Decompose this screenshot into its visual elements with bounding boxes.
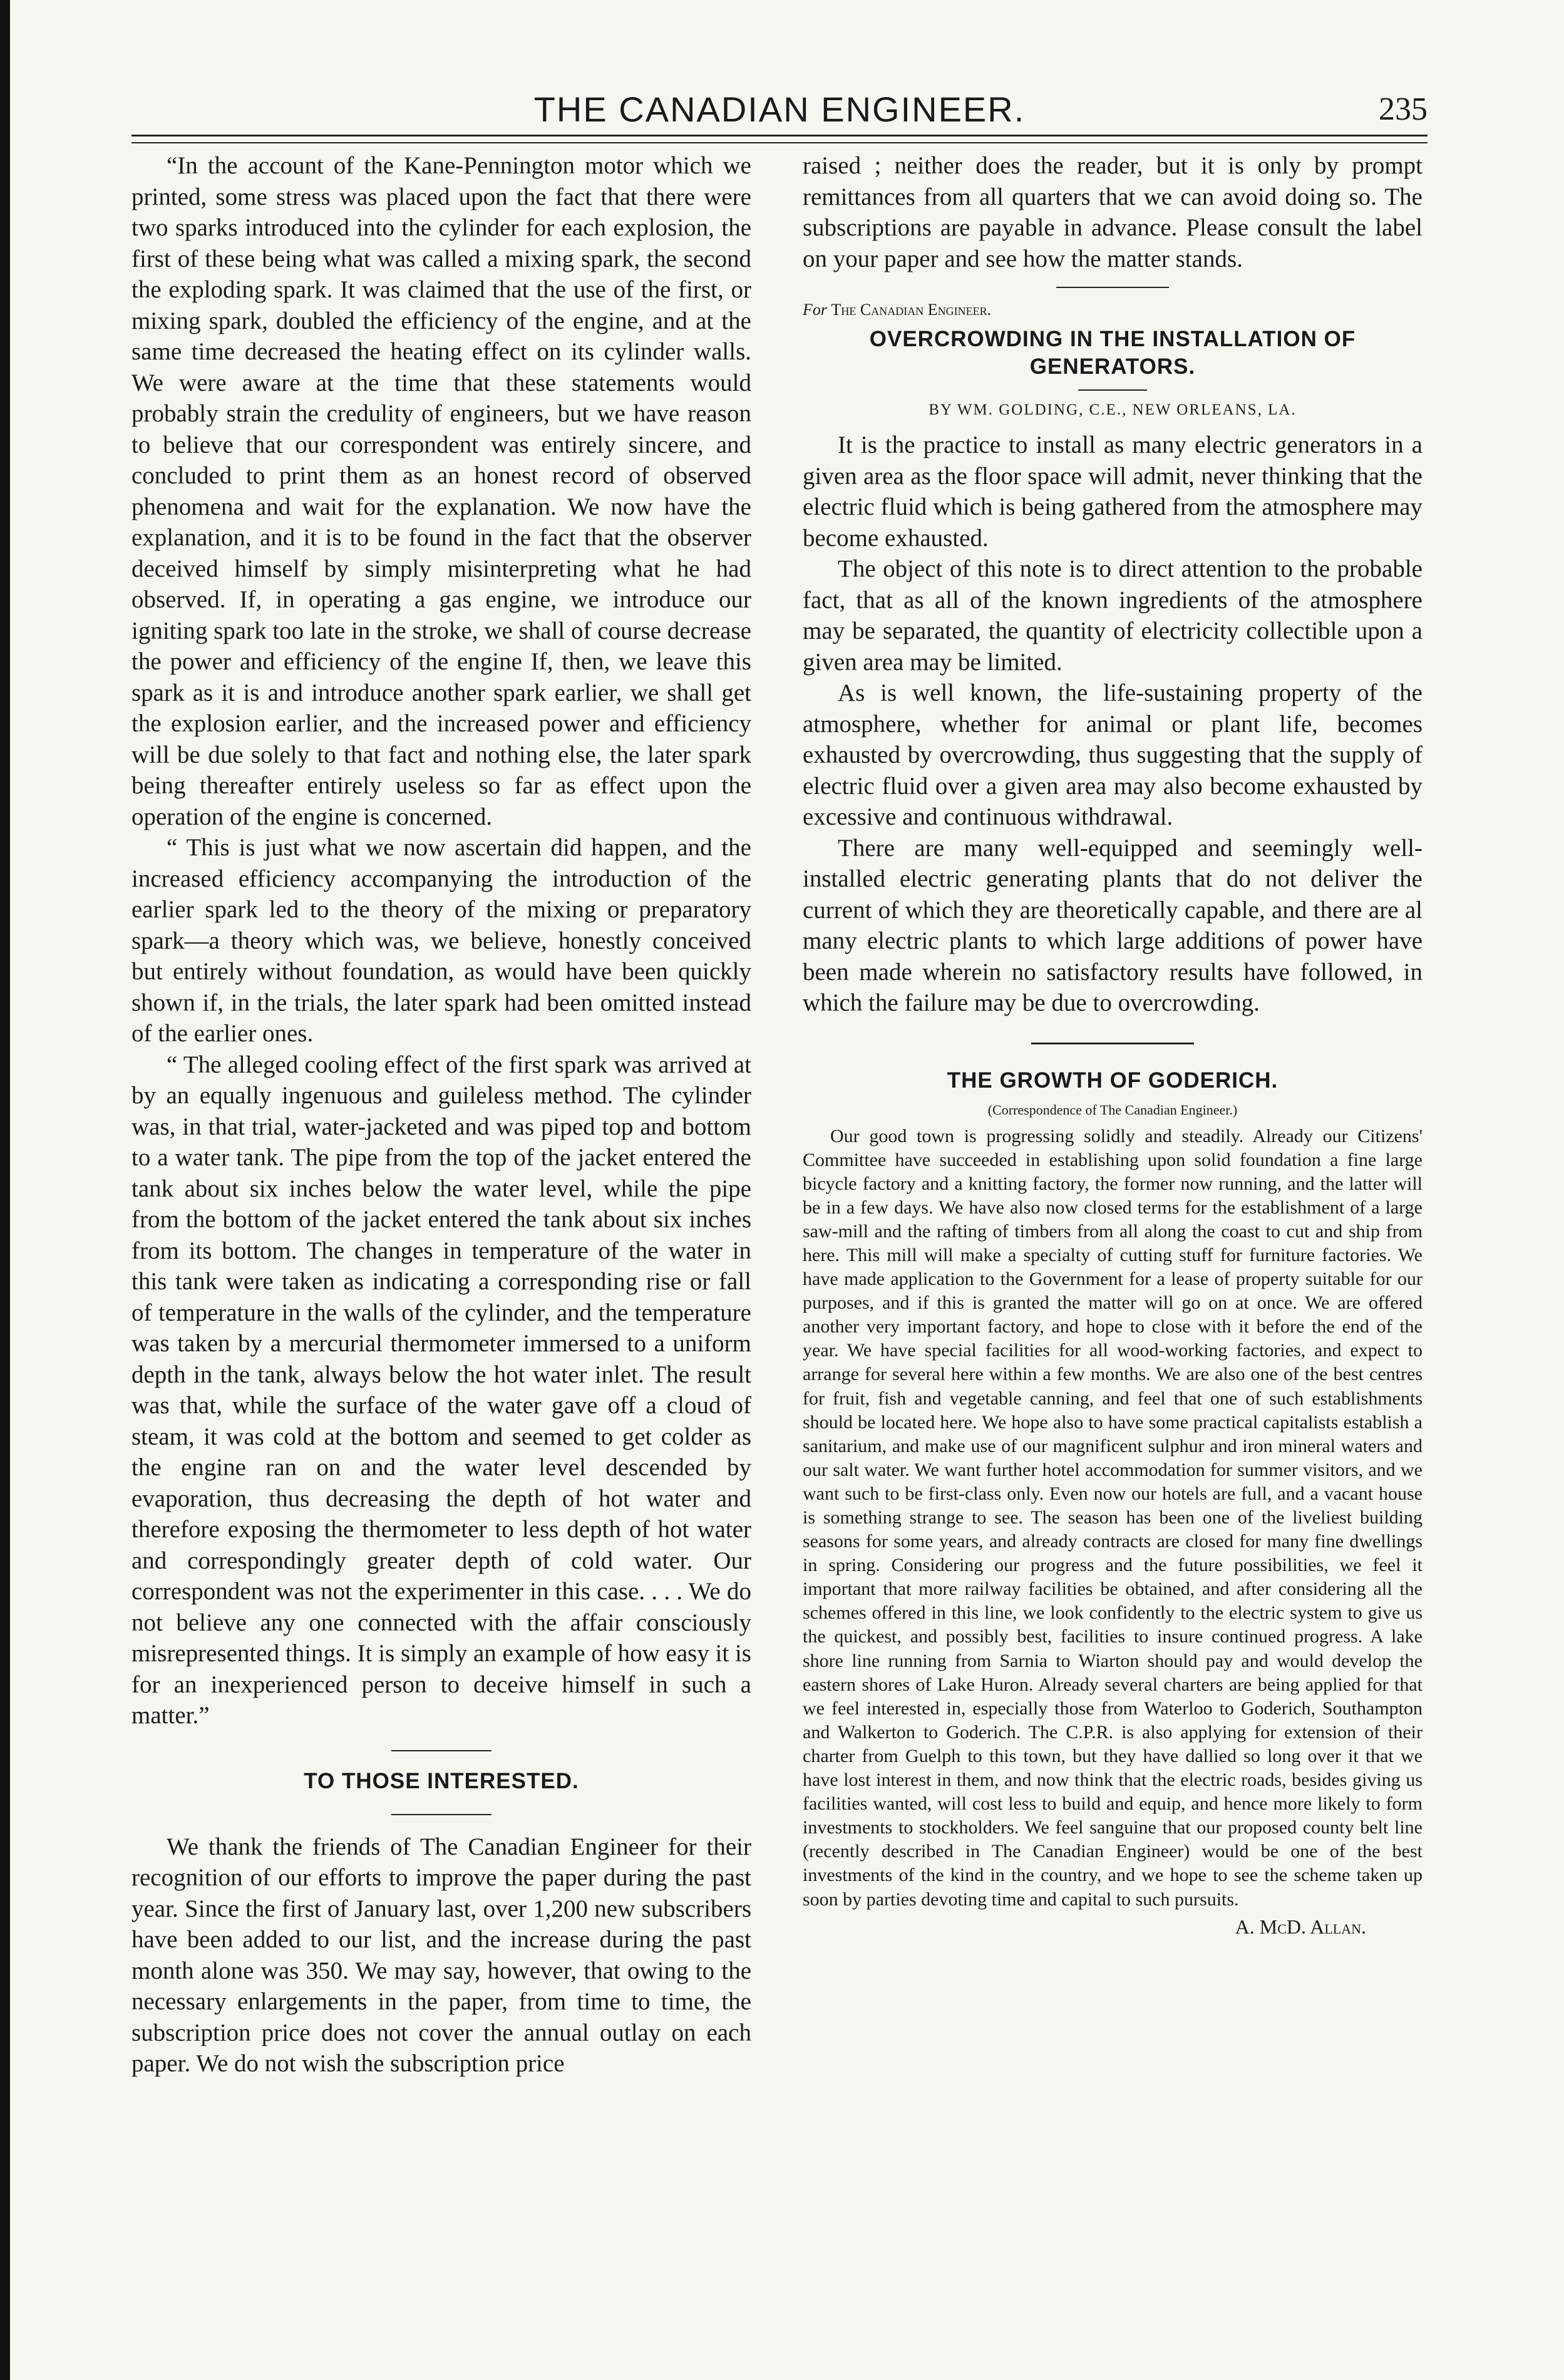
body-paragraph: “ This is just what we now ascertain did happen, and the increased efficiency accompanying the introduction of the earlier spark led to the theory of the mixing or preparatory spark—a theory which was, we believe, honestly conceived but entirely without foundation, as would have been quickly shown if, in the trials, the later spark had been omitted instead of the earlier ones. [131, 834, 751, 1047]
body-paragraph: As is well known, the life-sustaining property of the atmosphere, whether for animal or plant life, becomes exhausted by overcrowding, thus suggesting that the supply of electric fluid over a given area may also become exhausted by excessive and continuous withdrawal. [803, 679, 1423, 830]
left-column [131, 150, 751, 2342]
article-heading: THE GROWTH OF GODERICH. [947, 1068, 1278, 1093]
page-header [131, 88, 1428, 131]
section-divider [391, 1750, 491, 1751]
article-byline: BY WM. GOLDING, C.E., NEW ORLEANS, LA. [929, 401, 1297, 418]
right-column [803, 150, 1423, 2342]
body-paragraph: The object of this note is to direct attention to the probable fact, that as all of the known ingredients of the atmosphere may be separated, the quantity of electricity collectible upon a given area may be limited. [803, 555, 1423, 676]
credit-publication: The Canadian Engineer. [831, 301, 992, 319]
running-title: THE CANADIAN ENGINEER. [533, 90, 1026, 129]
page-number: 235 [1379, 91, 1428, 127]
header-rule [131, 135, 1428, 143]
body-paragraph: “ The alleged cooling effect of the first spark was arrived at by an equally ingenuous and guileless method. The cylinder was, in that trial, water-jacketed and was piped top and bottom to a water tank. The pipe from the top of the jacket entered the tank about six inches below the water level, while the pipe from the bottom of the jacket entered the tank about six inches from its bottom. The changes in temperature of the water in this tank were taken as indicating a corresponding rise or fall of temperature in the walls of the cylinder, and the temperature was taken by a mercurial thermometer immersed to a uniform depth in the tank, always below the hot water inlet. The result was that, while the surface of the water gave off a cloud of steam, it was cold at the bottom and seemed to get colder as the engine ran on and the water level descended by evaporation, thus decreasing the depth of hot water and therefore exposing the thermometer to less depth of hot water and correspondingly greater depth of cold water. Our correspondent was not the experimenter in this case. . . . We do not believe any one connected with the affair consciously misrepresented things. It is simply an example of how easy it is for an inexperienced person to deceive himself in such a matter.” [131, 1051, 751, 1729]
body-paragraph: Our good town is progressing solidly and steadily. Already our Citizens' Committee have succeeded in establishing upon solid foundation a fine large bicycle factory and a knitting factory, the former now running, and the latter will be in a few days. We have also now closed terms for the establishment of a large saw-mill and the rafting of timbers from all along the coast to cut and ship from here. This mill will make a specialty of cutting stuff for furniture factories. We have made application to the Government for a lease of property suitable for our purposes, and if this is granted the matter will go on at once. We are offered another very important factory, and hope to close with it before the end of the year. We have special facilities for all wood-working factories, and expect to arrange for several here within a few months. We are also one of the best centres for fruit, fish and vegetable canning, and feel that one of such establishments should be located here. We hope also to have some practical capitalists establish a sanitarium, and make use of our magnificent sulphur and iron mineral waters and our salt water. We want further hotel accommodation for summer visitors, and we want such to be first-class only. Even now our hotels are full, and a vacant house is something strange to see. The season has been one of the liveliest building seasons for some years, and already contracts are closed for many fine dwellings in spring. Considering our progress and the future possibilities, we feel it important that more railway facilities be obtained, and after considering all the schemes offered in this line, we look confidently to the electric system to give us the quickest, and possibly best, facilities to insure continued progress. A lake shore line running from Sarnia to Wiarton should pay and would develop the eastern shores of Lake Huron. Already several charters are being applied for that we feel interested in, especially those from Waterloo to Goderich, Southampton and Walkerton to Goderich. The C.P.R. is also applying for extension of their charter from Guelph to this town, but they have dallied so long over it that we have lost interest in them, and now think that the electric roads, besides giving us facilities wanted, will cost less to build and equip, and hence more likely to form investments to stockholders. We feel sanguine that our proposed county belt line (recently described in The Canadian Engineer) would be one of the best investments of the kind in the country, and we hope to see the scheme taken up soon by parties devoting time and capital to such pursuits. [803, 1125, 1423, 1910]
body-paragraph: There are many well-equipped and seemingly well-installed electric generating plants that do not deliver the current of which they are theoretically capable, and there are al many electric plants to which large additions of power have been made wherein no satisfactory results have followed, in which the failure may be due to overcrowding. [803, 834, 1423, 1016]
body-paragraph: It is the practice to install as many electric generators in a given area as the floor space will admit, never thinking that the electric fluid which is being gathered from the atmosphere may become exhausted. [803, 431, 1423, 552]
page-edge-bar [0, 0, 10, 2380]
section-divider [1056, 287, 1169, 288]
section-divider [1031, 1043, 1194, 1044]
section-heading: TO THOSE INTERESTED. [304, 1768, 579, 1793]
correspondence-note: (Correspondence of The Canadian Engineer.) [987, 1101, 1238, 1118]
body-paragraph: “In the account of the Kane-Pennington motor which we printed, some stress was placed upon the fact that there were two sparks introduced into the cylinder for each explosion, the first of these being what was called a mixing spark, the second the exploding spark. It was claimed that the use of the first, or mixing spark, doubled the efficiency of the engine, and at the same time decreased the heating effect on its cylinder walls. We were aware at the time that these statements would probably strain the credulity of engineers, but we have reason to believe that our correspondent was entirely sincere, and concluded to print them as an honest record of observed phenomena and wait for the explanation. We now have the explanation, and it is to be found in the fact that the observer deceived himself by simply misinterpreting what he had observed. If, in operating a gas engine, we introduce our igniting spark too late in the stroke, we shall of course decrease the power and efficiency of the engine If, then, we leave this spark as it is and introduce another spark earlier, we shall get the explosion earlier, and the increased power and efficiency will be due solely to that fact and nothing else, the later spark being thereafter entirely useless so far as effect upon the operation of the engine is concerned. [131, 152, 751, 830]
article-heading: OVERCROWDING IN THE INSTALLATION OF GENERATORS. [869, 327, 1356, 379]
small-print-body [803, 1125, 1423, 1912]
heading-underline [1078, 389, 1147, 391]
body-paragraph: We thank the friends of The Canadian Engineer for their recognition of our efforts to improve the paper during the past year. Since the first of January last, over 1,200 new subscribers have been added to our list, and the increase during the past month alone was 350. We may say, however, that owing to the necessary enlargements in the paper, from time to time, the subscription price does not cover the annual outlay on each paper. We do not wish the subscription price [131, 1833, 751, 2077]
author-signature: A. McD. Allan. [1235, 1915, 1366, 1938]
continuation-paragraph: raised ; neither does the reader, but it is only by prompt remittances from all quarters that we can avoid doing so. The subscriptions are payable in advance. Please consult the label on your paper and see how the matter stands. [803, 152, 1423, 272]
article-credit [803, 299, 1423, 321]
credit-prefix: For [803, 301, 827, 319]
heading-underline [391, 1814, 491, 1815]
